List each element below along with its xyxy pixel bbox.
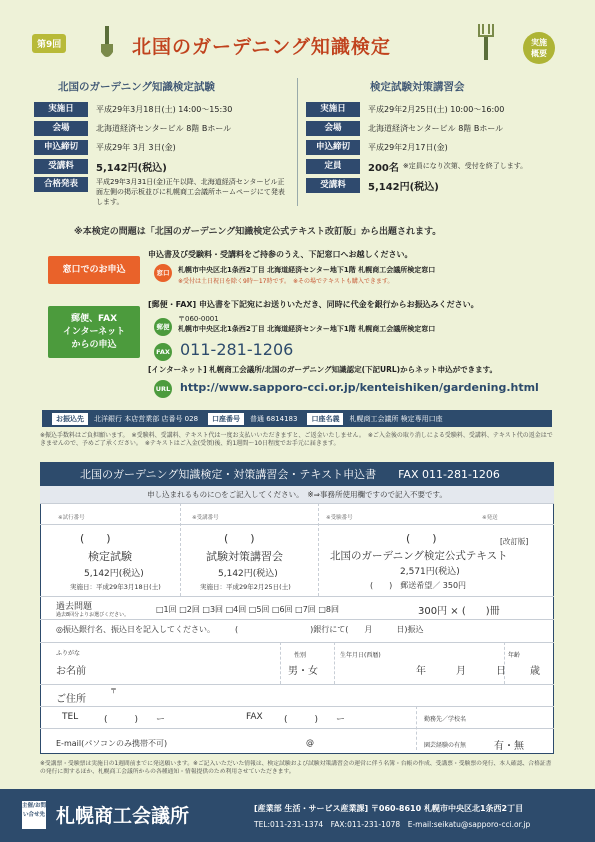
name-label: お名前: [56, 666, 86, 677]
experience-label: 園芸経験の有無: [424, 742, 467, 749]
window-apply-label: 窓口でのお申込: [48, 256, 140, 284]
text-option-name: 北国のガーデニング検定公式テキスト: [330, 550, 508, 562]
course-date-row: 実施日 平成29年2月25日(土) 10:00～16:00: [306, 101, 562, 117]
form-title: 北国のガーデニング知識検定・対策講習会・テキスト申込書 FAX 011-281-1206: [40, 462, 554, 486]
bank-note: ※振込手数料はご負担願います。 ※受験料、受講料、テキスト代は一度お支払いいただきますと、ご返金いたしません。 ※ご入金後の取り消しによる受験料、受講料、テキスト代の返金はできませんので、予めご了承ください。 ※テキストはご入金(受領)後、約1週間～10日程度でお手元に届きます。: [40, 432, 553, 447]
email-label: E-mail(パソコンのみ携帯不可): [56, 739, 168, 748]
exam-notice: ※本検定の問題は「北国のガーデニング知識検定公式テキスト改訂版」から出題されます。: [74, 227, 442, 237]
window-address: 札幌市中央区北1条西2丁目 北海道経済センター地下1階 札幌商工会議所検定窓口: [178, 266, 436, 274]
course-option-price: 5,142円(税込): [218, 569, 278, 579]
edition-badge: 第9回: [32, 34, 66, 53]
fax-number: 011-281-1206: [180, 340, 294, 359]
footer-dept: [産業部 生活・サービス産業課] 〒060-8610 札幌市中央区北1条西2丁目: [254, 804, 524, 813]
address-label: ご住所: [56, 694, 86, 705]
form-instruction: 申し込まれるものに○をご記入してください。 ※⇒事務所使用欄ですので記入不要です。: [40, 486, 554, 503]
exam-result-row: 合格発表 平成29年3月31日(金)正午以降、北海道経済センタービル正面左側の掲示板並びに札幌商工会議所ホームページにて発表します。: [34, 177, 290, 209]
age-label: 年齢: [508, 652, 521, 659]
exam-fee-row: 受講料 5,142円(税込): [34, 158, 290, 174]
exam-deadline-row: 申込締切 平成29年 3月 3日(金): [34, 139, 290, 155]
course-heading: 検定試験対策講習会: [370, 81, 465, 93]
privacy-note: ※受講票・受験票は実施日の1週間前までに発送願います。※ご記入いただいた情報は、検定試験および試験対策講習会の運営に伴う名簿・台帳の作成、受講票・受験票の発行、本人確認、合格証書の発行に関するほか、札幌商工会議所からの各種通知・情報提供のため利用させていただきます。: [40, 761, 552, 775]
tel-field[interactable]: ( ) ー: [104, 715, 166, 725]
text-option-price: 2,571円(税込): [400, 567, 460, 577]
shipping-option[interactable]: ( ) 郵送希望／ 350円: [370, 581, 467, 590]
course-option-name: 試験対策講習会: [206, 550, 283, 563]
exam-option-name: 検定試験: [88, 550, 132, 563]
exam-heading: 北国のガーデニング知識検定試験: [58, 81, 215, 93]
fork-icon: [478, 24, 494, 60]
mail-address: 札幌市中央区北1条西2丁目 北海道経済センター地下1階 札幌商工会議所検定窓口: [178, 325, 436, 333]
shovel-icon: [100, 26, 114, 60]
footer-org: 札幌商工会議所: [56, 805, 190, 827]
footer-tag: 主催/お問い合せ先: [22, 801, 46, 829]
url-icon: URL: [154, 380, 172, 398]
exam-table: [34, 101, 290, 209]
course-fee-row: 受講料 5,142円(税込): [306, 177, 562, 193]
url-link[interactable]: http://www.sapporo-cci.or.jp/kenteishiken/gardening.html: [180, 381, 539, 394]
birth-field[interactable]: 年 月 日: [416, 666, 506, 677]
course-capacity-row: 定員 200名 ※定員になり次第、受付を終了します。: [306, 158, 562, 174]
office-no-2: ※受講番号: [192, 515, 219, 521]
zip-mark[interactable]: 〒: [110, 687, 117, 695]
internet-note: [インターネット] 札幌商工会議所/北国のガーデニング知識認定(下記URL)からネット申込ができます。: [148, 365, 497, 374]
mail-zip: 〒060-0001: [178, 315, 219, 323]
window-apply-lead: 申込書及び受験料・受講料をご持参のうえ、下記窓口へお越しください。: [148, 250, 413, 259]
course-venue-row: 会場 北海道経済センタービル 8階 Bホール: [306, 120, 562, 136]
exam-date-row: 実施日 平成29年3月18日(土) 14:00～15:30: [34, 101, 290, 117]
exam-option-date: 実施日：平成29年3月18日(土): [70, 583, 161, 591]
window-note: ※受付は土日祝日を除く9時～17時です。 ※その場でテキストも購入できます。: [178, 278, 394, 285]
exam-venue-row: 会場 北海道経済センタービル 8階 Bホール: [34, 120, 290, 136]
sex-label: 性別: [294, 652, 307, 659]
office-no-3: ※受験番号: [326, 515, 353, 521]
fax-icon: FAX: [154, 343, 172, 361]
page-title: 北国のガーデニング知識検定: [132, 36, 391, 58]
bank-info-bar: お振込先 北洋銀行 本店営業部 店番号 028 口座番号 普通 6814183 口座名義 札幌商工会議所 検定専用口座: [42, 410, 552, 427]
work-label: 勤務先／学校名: [424, 716, 467, 723]
course-option-date: 実施日：平成29年2月25日(土): [200, 583, 291, 591]
footer-contact: TEL:011-231-1374 FAX:011-231-1078 E-mail:seikatu@sapporo-cci.or.jp: [254, 820, 531, 829]
exam-option-price: 5,142円(税込): [84, 569, 144, 579]
course-deadline-row: 申込締切 平成29年2月17日(金): [306, 139, 562, 155]
course-select[interactable]: ( ): [224, 532, 255, 545]
experience-select[interactable]: 有・無: [494, 741, 524, 752]
course-table: [306, 101, 562, 193]
sex-select[interactable]: 男・女: [288, 666, 318, 677]
age-field[interactable]: 歳: [530, 666, 540, 677]
text-edition-tag: [改訂版]: [500, 537, 529, 546]
past-exam-label: 過去問題: [56, 602, 93, 612]
mail-apply-label: 郵便、FAX インターネット からの申込: [48, 306, 140, 358]
fax-label: FAX: [246, 712, 263, 722]
mail-icon: 郵便: [154, 318, 172, 336]
past-exam-sub: 過去8回分よりお選びください。: [56, 612, 130, 618]
office-no-1: ※試行番号: [58, 515, 85, 521]
email-field[interactable]: @: [306, 738, 314, 747]
overview-badge: 実施 概要: [523, 32, 555, 64]
section-divider: [297, 78, 298, 206]
bank-transfer-line[interactable]: ◎振込銀行名、振込日を記入してください。 ( )銀行にて( 月 日)振込: [56, 625, 424, 634]
office-no-4: ※発送: [482, 515, 498, 521]
birth-label: 生年月日(西暦): [340, 652, 381, 659]
form-body: [40, 486, 554, 728]
mail-apply-lead: [郵便・FAX] 申込書を下記宛にお送りいただき、同時に代金を銀行からお振込みください。: [148, 300, 479, 309]
counter-icon: 窓口: [154, 264, 172, 282]
fax-field[interactable]: ( ) ー: [284, 715, 346, 725]
exam-select[interactable]: ( ): [80, 532, 111, 545]
tel-label: TEL: [62, 712, 79, 722]
text-select[interactable]: ( ): [406, 532, 437, 545]
furigana-label: ふりがな: [56, 650, 81, 657]
footer: [0, 789, 595, 842]
past-exam-checkboxes[interactable]: □1回 □2回 □3回 □4回 □5回 □6回 □7回 □8回: [156, 605, 339, 614]
past-exam-price[interactable]: 300円 × ( )冊: [418, 606, 500, 617]
